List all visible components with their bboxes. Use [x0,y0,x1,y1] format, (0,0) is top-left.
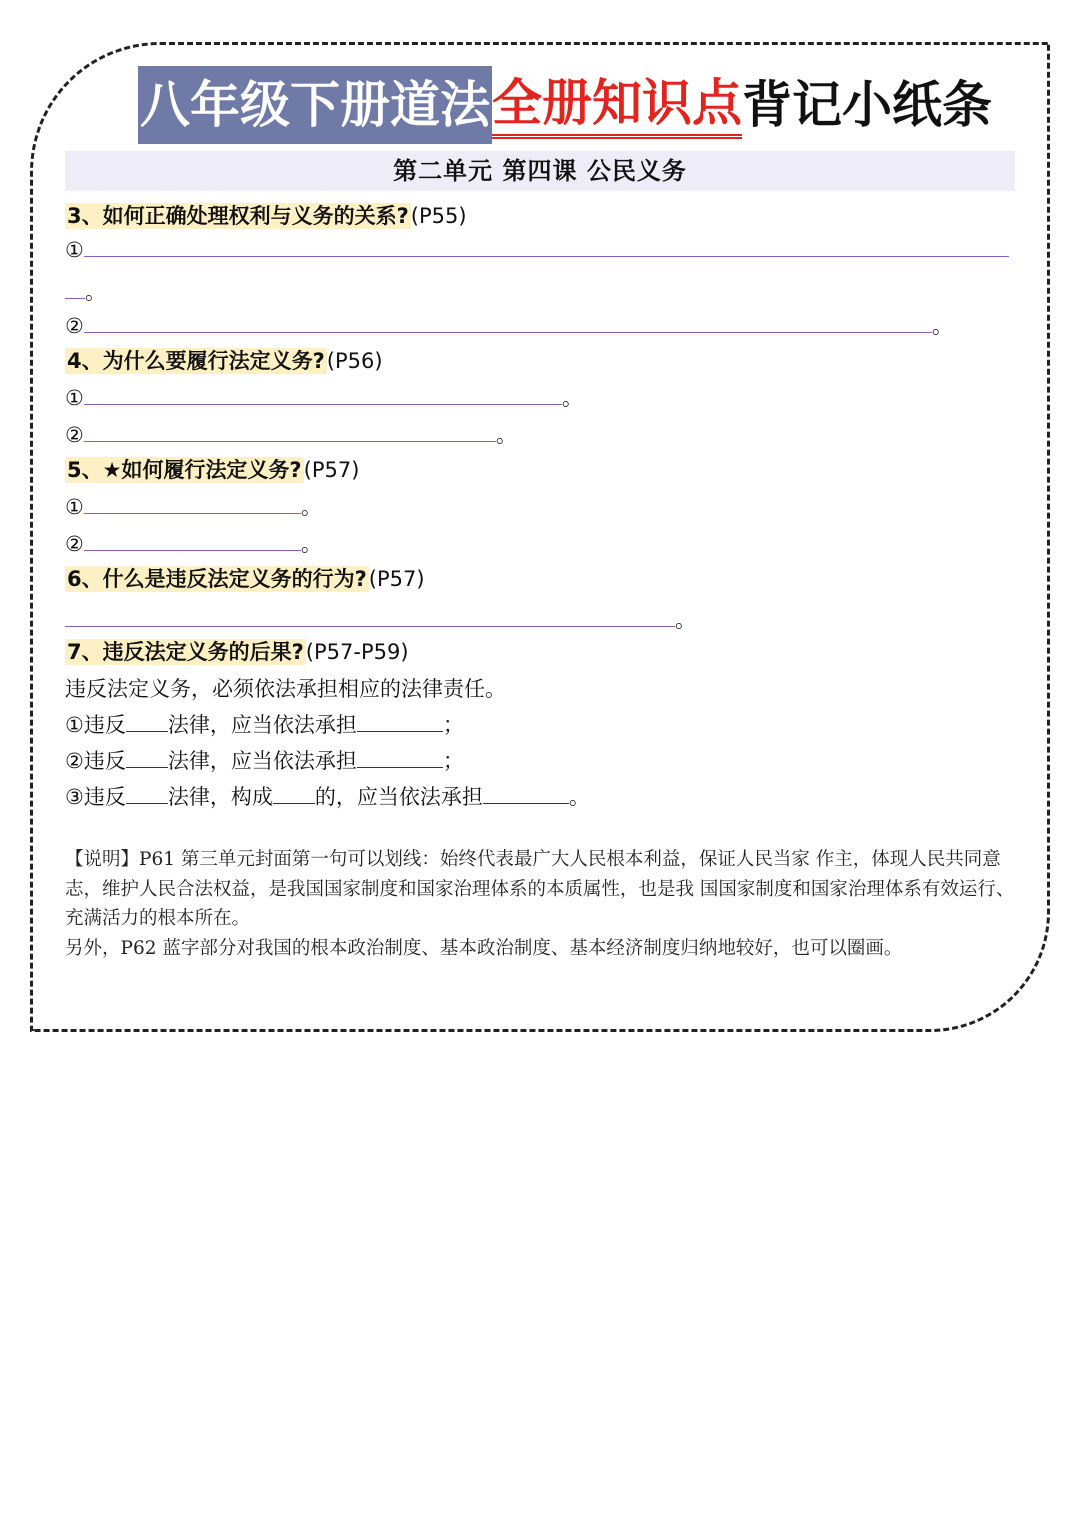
q7-item-1-a: ①违反 [65,713,126,737]
question-4 [65,345,383,375]
q4-marker-2: ② [65,423,84,447]
question-6-text: 6、什么是违反法定义务的行为? [67,567,367,591]
question-5-ref: (P57) [303,458,360,482]
q5-end-1: 。 [300,495,322,519]
q4-end-2: 。 [495,423,517,447]
q3-answer-1 [65,238,1009,262]
question-7-ref: (P57-P59) [305,640,409,664]
q7-item-1-b: 法律，应当依法承担 [167,713,357,737]
q5-marker-1: ① [65,495,84,519]
q7-item-3 [65,781,590,811]
title-part-highlight: 全册知识点 [492,72,742,139]
q5-answer-1 [65,491,322,521]
q3-blank-2[interactable] [84,314,932,333]
q7-item-2 [65,745,464,775]
q7-item-1-end: ； [442,713,464,737]
q7-item-3-blank-1[interactable] [126,787,168,804]
q7-item-3-c: 的，应当依法承担 [314,785,483,809]
q7-item-1-blank-1[interactable] [126,715,168,732]
q7-item-1-blank-2[interactable] [357,715,443,732]
title-part-grade: 八年级下册道法 [138,66,492,144]
question-4-text: 4、为什么要履行法定义务? [67,349,325,373]
title-part-notes: 背记小纸条 [742,76,992,134]
q5-blank-2[interactable] [84,532,301,551]
q3-answer-2 [65,310,953,340]
q7-item-3-blank-2[interactable] [273,787,315,804]
q7-item-3-a: ③违反 [65,785,126,809]
q7-item-3-b: 法律，构成 [167,785,273,809]
q5-answer-2 [65,528,322,558]
q7-item-3-end: 。 [568,785,590,809]
q3-end-1: 。 [85,280,106,304]
q3-answer-1-cont [65,276,106,306]
q4-blank-1[interactable] [84,386,562,405]
question-3 [65,200,467,230]
question-5-text: 5、★如何履行法定义务? [67,458,302,482]
note-paragraph-2: 另外，P62 蓝字部分对我国的根本政治制度、基本政治制度、基本经济制度归纳地较好，也可以圈画。 [65,937,903,959]
q7-item-2-end: ； [442,749,464,773]
q3-marker-1: ① [65,238,84,262]
q4-marker-1: ① [65,386,84,410]
note-paragraph-1: 【说明】P61 第三单元封面第一句可以划线：始终代表最广大人民根本利益，保证人民当家 作主，体现人民共同意志，维护人民合法权益，是我国国家制度和国家治理体系的本质属性，也是我 国国家制度和国家治理体系有效运行、充满活力的根本所在。 [65,849,1015,929]
q4-answer-1 [65,382,583,412]
q6-blank[interactable] [65,608,675,627]
unit-header: 第二单元 第四课 公民义务 [65,151,1015,191]
q7-item-3-blank-3[interactable] [483,787,569,804]
question-3-text: 3、如何正确处理权利与义务的关系? [67,204,409,228]
question-6 [65,563,425,593]
question-3-ref: (P55) [410,204,467,228]
q5-marker-2: ② [65,532,84,556]
q6-end: 。 [675,608,696,632]
q4-answer-2 [65,419,517,449]
question-4-ref: (P56) [326,349,383,373]
question-5 [65,454,359,484]
q3-marker-2: ② [65,314,84,338]
explanation-note [65,845,1025,963]
question-7 [65,636,409,666]
q5-blank-1[interactable] [84,495,301,514]
question-6-ref: (P57) [368,567,425,591]
q7-item-2-blank-1[interactable] [126,751,168,768]
q5-end-2: 。 [300,532,322,556]
q4-blank-2[interactable] [84,423,496,442]
q7-item-1 [65,709,464,739]
q3-blank-1a[interactable] [84,238,1009,257]
q7-intro: 违反法定义务，必须依法承担相应的法律责任。 [65,677,506,701]
q6-answer [65,604,696,634]
q7-item-2-blank-2[interactable] [357,751,443,768]
page-title [138,66,992,144]
q7-item-2-a: ②违反 [65,749,126,773]
q3-end-2: 。 [931,314,953,338]
q7-item-2-b: 法律，应当依法承担 [167,749,357,773]
q3-blank-1b[interactable] [65,280,85,299]
question-7-text: 7、违反法定义务的后果? [67,640,304,664]
q4-end-1: 。 [561,386,583,410]
